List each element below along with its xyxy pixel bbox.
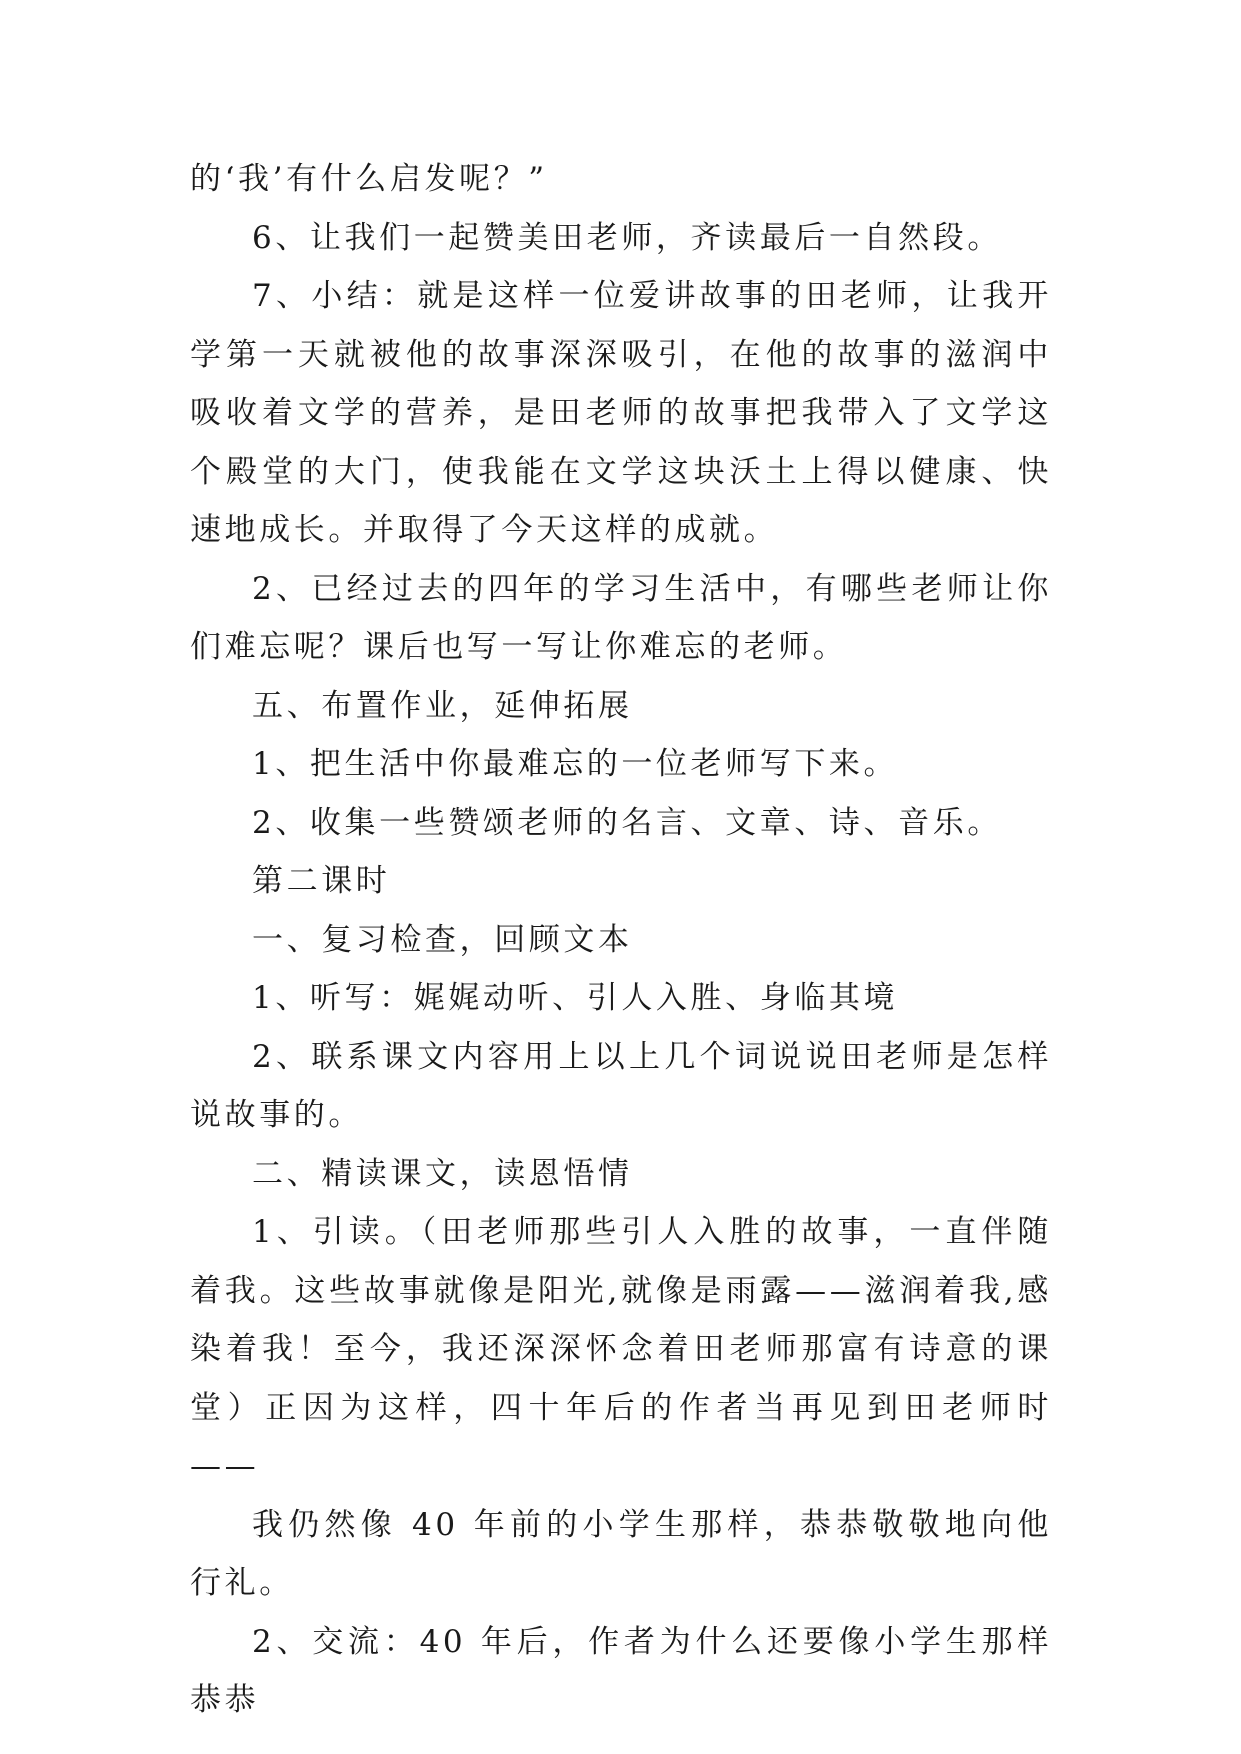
document-body xyxy=(190,150,1052,1730)
lesson-heading: 第二课时 xyxy=(252,863,391,899)
section-heading: 二、精读课文，读恩悟情 xyxy=(252,1155,633,1192)
paragraph: 2、联系课文内容用上以上几个词说说田老师是怎样说故事的。 xyxy=(190,1038,1052,1133)
paragraph: 1、听写：娓娓动听、引人入胜、身临其境 xyxy=(252,980,899,1016)
section-heading: 五、布置作业，延伸拓展 xyxy=(252,687,633,724)
paragraph: 我仍然像 40 年前的小学生那样，恭恭敬敬地向他行礼。 xyxy=(190,1506,1052,1601)
paragraph: 2、交流：40 年后，作者为什么还要像小学生那样恭恭 xyxy=(190,1623,1052,1718)
paragraph: 7、小结：就是这样一位爱讲故事的田老师，让我开学第一天就被他的故事深深吸引，在他的故事的滋润中吸收着文学的营养，是田老师的故事把我带入了文学这个殿堂的大门，使我能在文学这块沃土上得以健康、快速地成长。并取得了今天这样的成就。 xyxy=(190,278,1052,548)
paragraph: 的‘我’有什么启发呢？” xyxy=(190,161,548,197)
paragraph: 2、已经过去的四年的学习生活中，有哪些老师让你们难忘呢？课后也写一写让你难忘的老师。 xyxy=(190,570,1052,665)
paragraph: 6、让我们一起赞美田老师，齐读最后一自然段。 xyxy=(252,219,1002,256)
paragraph: 1、把生活中你最难忘的一位老师写下来。 xyxy=(252,746,899,782)
paragraph: 2、收集一些赞颂老师的名言、文章、诗、音乐。 xyxy=(252,804,1002,841)
section-heading: 一、复习检查，回顾文本 xyxy=(252,921,633,958)
paragraph: 1、引读。（田老师那些引人入胜的故事，一直伴随着我。这些故事就像是阳光,就像是雨露——滋润着我,感染着我！至今，我还深深怀念着田老师那富有诗意的课堂）正因为这样，四十年后的作者当再见到田老师时—— xyxy=(190,1214,1052,1484)
